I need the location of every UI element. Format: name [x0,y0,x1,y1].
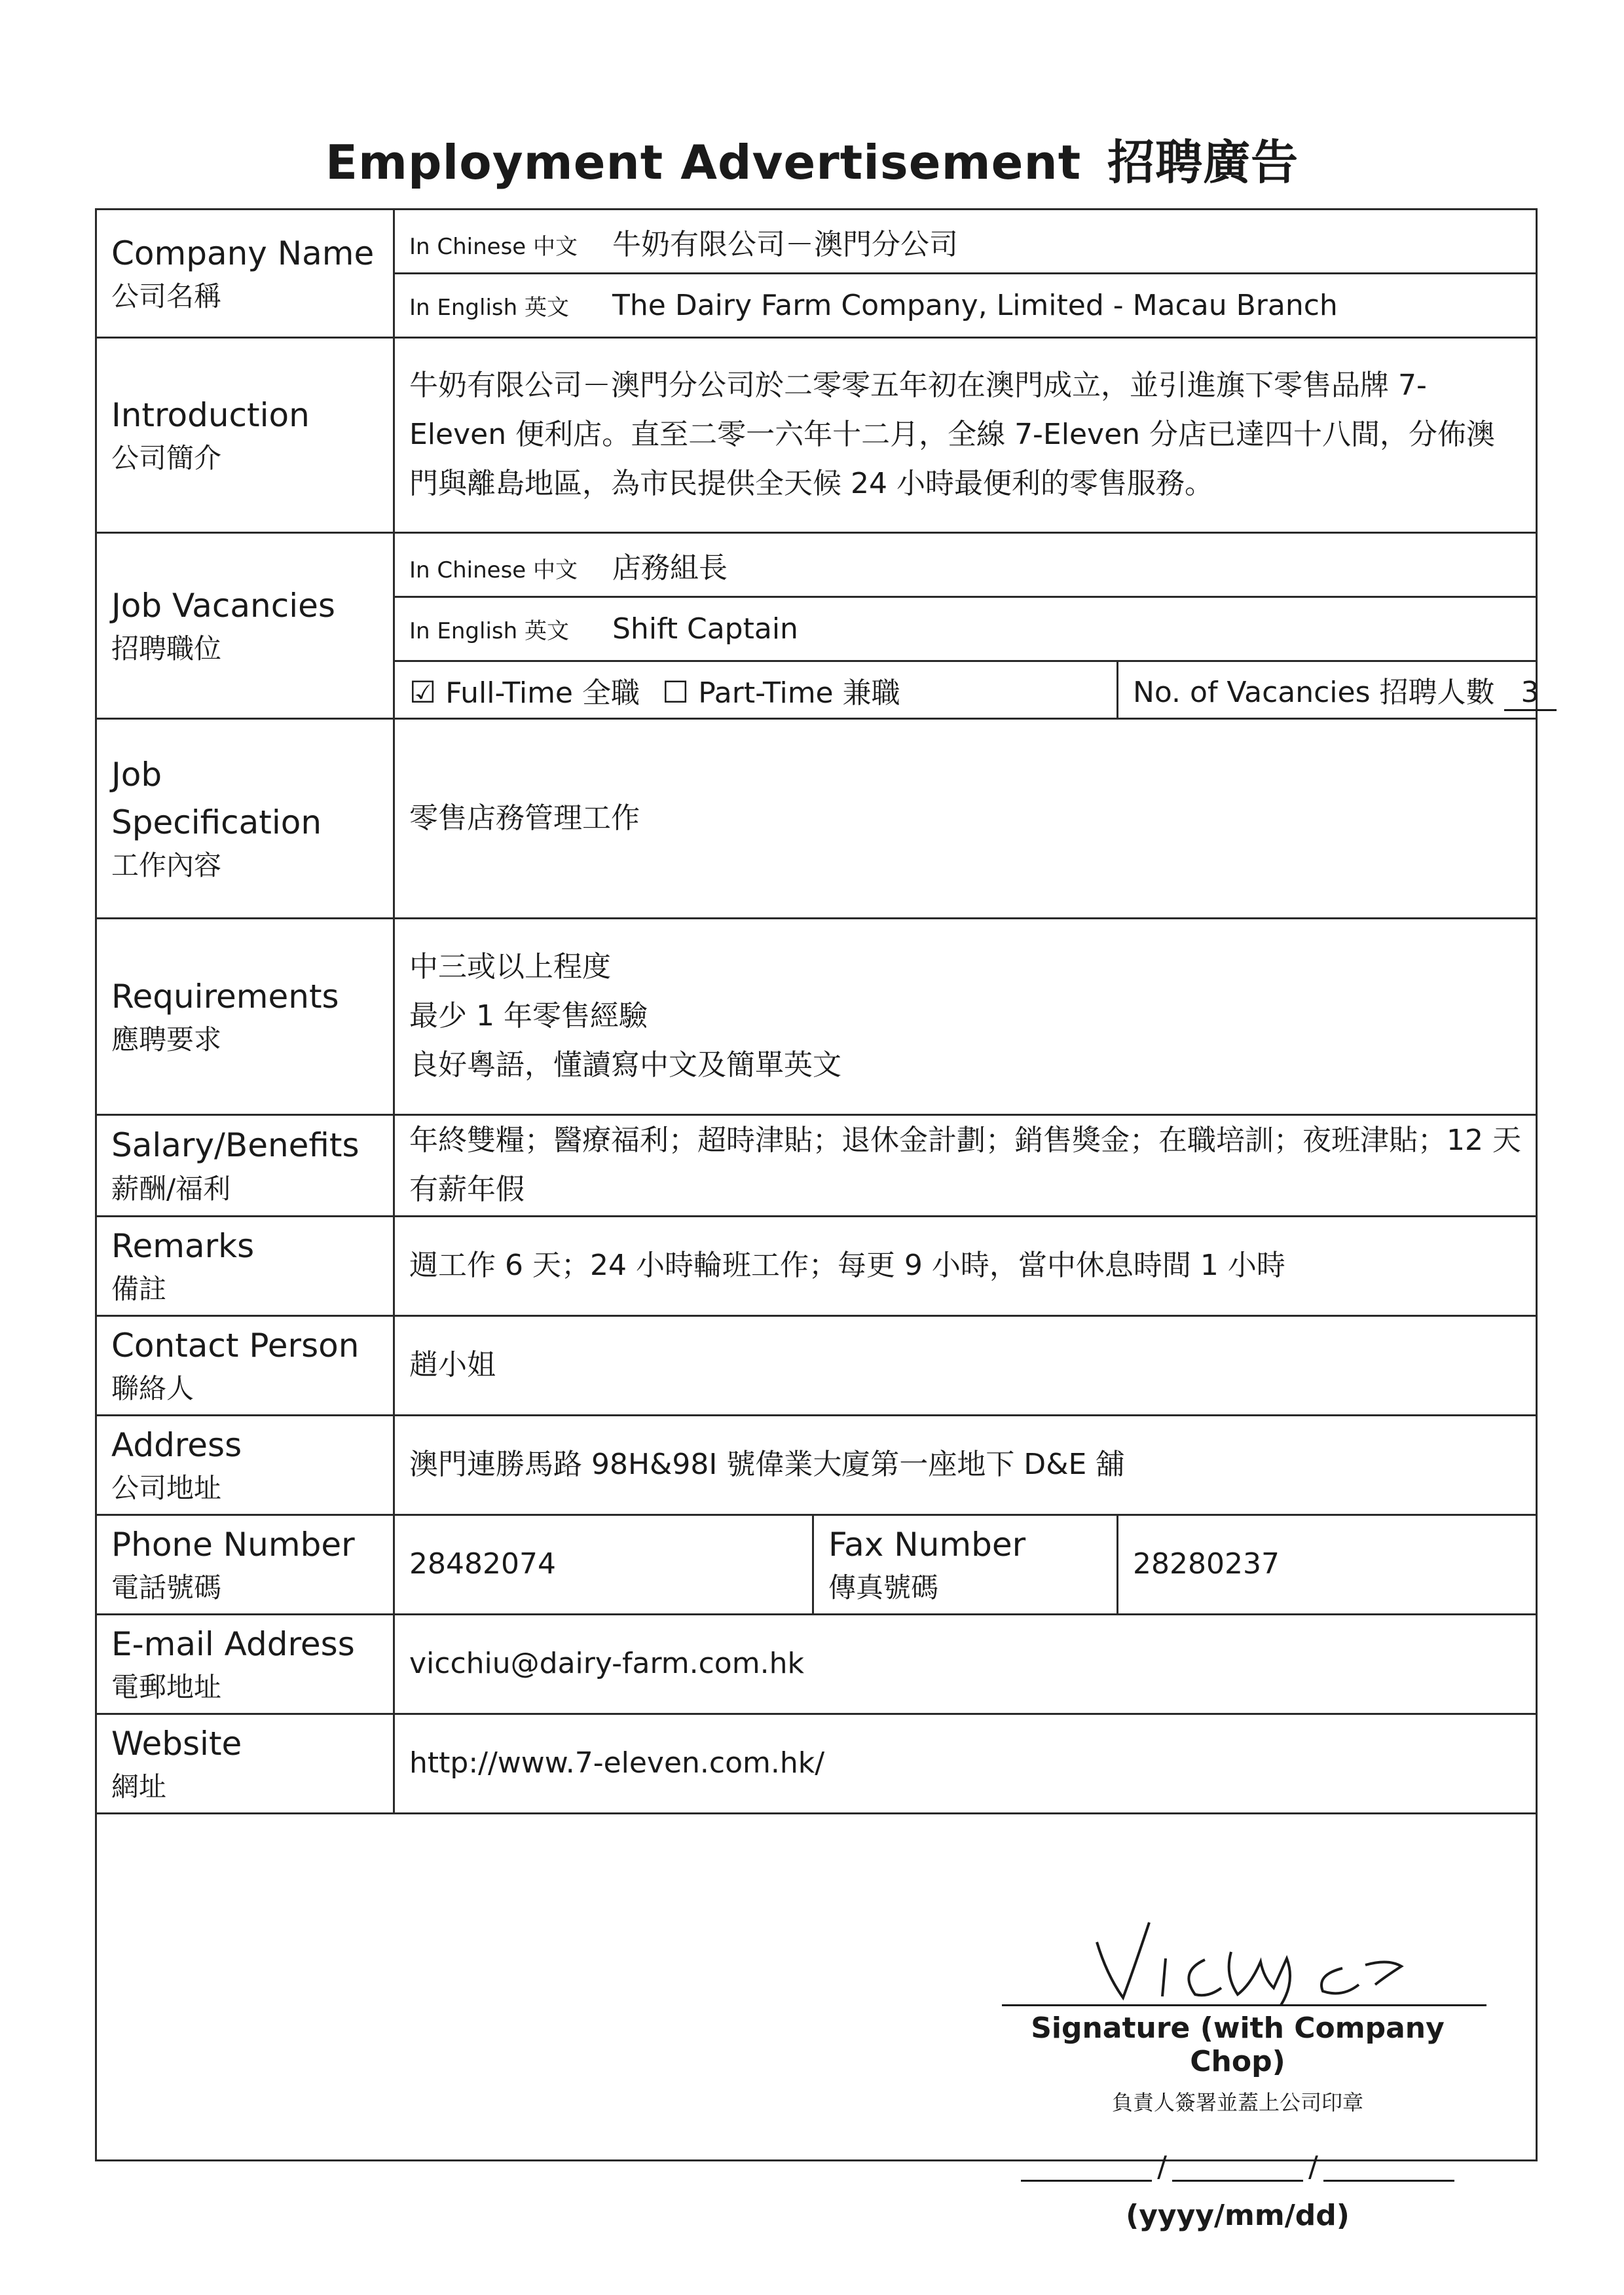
signature-scribble-icon [1035,1913,1441,2004]
job-vacancies-row-chinese [96,533,1537,597]
address-row [96,1416,1537,1515]
date-separator: / [1157,2150,1167,2184]
date-day-blank[interactable] [1323,2178,1454,2182]
signature-cell [96,1814,1537,2232]
contact-row [96,1316,1537,1416]
in-chinese-label: In Chinese 中文 [409,233,578,260]
email-label: E-mail Address 電郵地址 [96,1615,394,1714]
vacancies-label: No. of Vacancies 招聘人數 [1133,676,1495,709]
company-name-english-cell [394,274,1537,338]
phone-label: Phone Number 電話號碼 [96,1515,394,1615]
signature-block [1002,1913,1473,2232]
date-month-blank[interactable] [1172,2178,1303,2182]
title-en: Employment Advertisement [325,135,1082,190]
company-name-row-chinese [96,210,1537,274]
company-name-chinese-cell [394,210,1537,274]
company-name-label: Company Name 公司名稱 [96,210,394,338]
requirement-item: 中三或以上程度 [409,950,611,984]
salary-text: 年終雙糧；醫療福利；超時津貼；退休金計劃；銷售獎金；在職培訓；夜班津貼；12 天有薪年假 [394,1115,1537,1217]
introduction-text: 牛奶有限公司－澳門分公司於二零零五年初在澳門成立，並引進旗下零售品牌 7-Eleven 便利店。直至二零一六年十二月，全線 7-Eleven 分店已達四十八間，分佈澳門與離島地區，為市民提供全天候 24 小時最便利的零售服務。 [394,338,1537,533]
in-english-label: In English 英文 [409,295,569,321]
signature-line[interactable] [1002,2004,1486,2006]
date-separator: / [1308,2150,1318,2184]
requirements-list [394,919,1537,1115]
job-title-chinese-value: 店務組長 [612,551,728,585]
fulltime-label: Full-Time 全職 [445,676,640,710]
employment-form [95,208,1540,2232]
page-title [0,124,1624,193]
date-year-blank[interactable] [1021,2178,1152,2182]
signature-label: Signature (with Company Chop) [1031,2011,1445,2078]
fulltime-checkbox[interactable]: ☑ [409,674,437,710]
company-name-english-value: The Dairy Farm Company, Limited - Macau Branch [612,289,1338,322]
address-text: 澳門連勝馬路 98H&98I 號偉業大廈第一座地下 D&E 舖 [394,1416,1537,1515]
remarks-row [96,1217,1537,1316]
requirements-label: Requirements 應聘要求 [96,919,394,1115]
website-value: http://www.7-eleven.com.hk/ [394,1714,1537,1814]
job-vacancies-label: Job Vacancies 招聘職位 [96,533,394,719]
website-label: Website 網址 [96,1714,394,1814]
requirement-item: 最少 1 年零售經驗 [409,999,648,1033]
job-title-english-value: Shift Captain [612,612,798,646]
parttime-label: Part-Time 兼職 [698,676,900,710]
email-row [96,1615,1537,1714]
employment-type-cell [394,661,1118,719]
requirements-row [96,919,1537,1115]
job-title-chinese-cell: In Chinese 中文 店務組長 [394,533,1537,597]
job-title-english-cell: In English 英文 Shift Captain [394,597,1537,661]
vacancies-count-cell [1118,661,1540,719]
date-field[interactable] [1002,2150,1473,2184]
salary-label: Salary/Benefits 薪酬/福利 [96,1115,394,1217]
parttime-checkbox[interactable]: ☐ [662,674,690,710]
introduction-row [96,338,1537,533]
email-value: vicchiu@dairy-farm.com.hk [394,1615,1537,1714]
remarks-label: Remarks 備註 [96,1217,394,1316]
signature-sub-label: 負責人簽署並蓋上公司印章 [1111,2090,1363,2115]
introduction-label: Introduction 公司簡介 [96,338,394,533]
signature-row [96,1814,1537,2161]
phone-fax-row [96,1515,1537,1615]
fax-value: 28280237 [1118,1515,1537,1615]
fax-label: Fax Number 傳真號碼 [813,1515,1118,1615]
remarks-text: 週工作 6 天；24 小時輪班工作；每更 9 小時，當中休息時間 1 小時 [394,1217,1537,1316]
title-zh: 招聘廣告 [1107,135,1299,190]
requirement-item: 良好粵語，懂讀寫中文及簡單英文 [409,1048,841,1082]
contact-text: 趙小姐 [394,1316,1537,1416]
company-name-chinese-value: 牛奶有限公司－澳門分公司 [612,227,958,261]
contact-label: Contact Person 聯絡人 [96,1316,394,1416]
date-format-label: (yyyy/mm/dd) [1126,2199,1350,2232]
address-label: Address 公司地址 [96,1416,394,1515]
job-specification-text: 零售店務管理工作 [394,719,1537,919]
salary-row [96,1115,1537,1217]
website-row [96,1714,1537,1814]
vacancies-value: 3 [1504,676,1557,711]
job-specification-row [96,719,1537,919]
job-specification-label: Job Specification 工作內容 [96,719,394,919]
phone-value: 28482074 [394,1515,813,1615]
